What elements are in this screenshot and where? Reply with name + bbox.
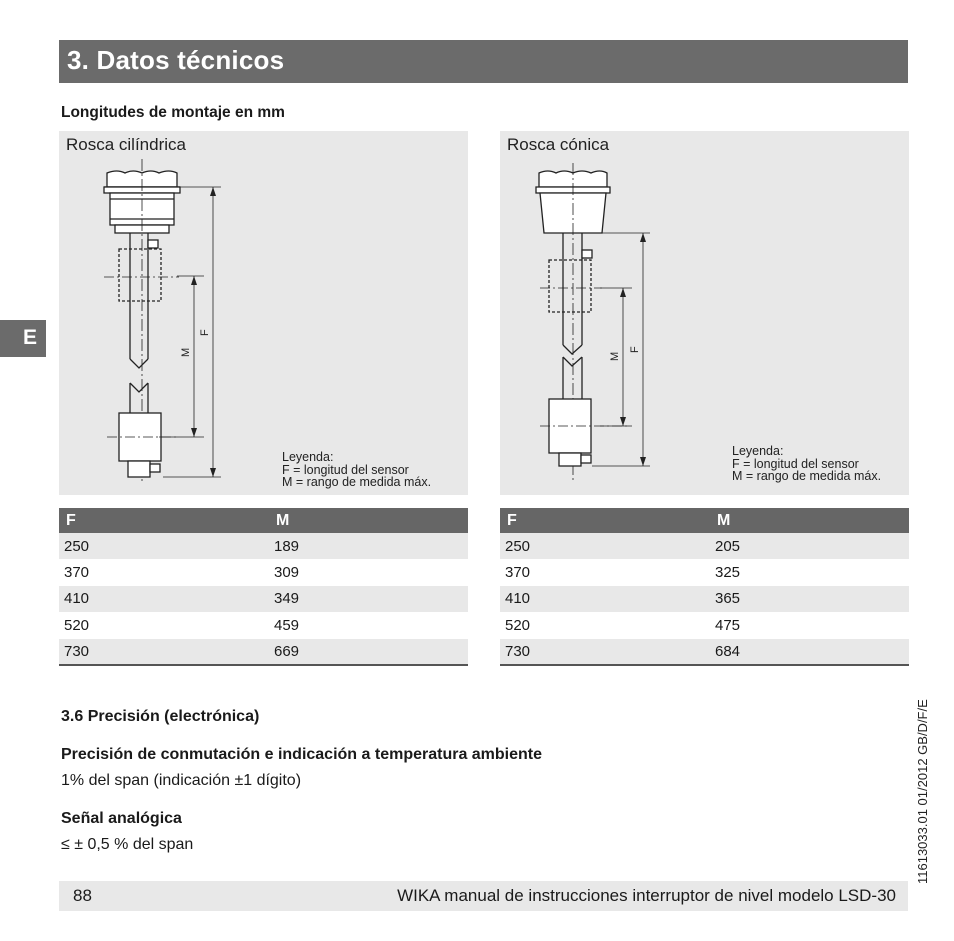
dimension-label-f: F bbox=[199, 329, 211, 336]
cell-m: 349 bbox=[269, 586, 468, 612]
legend bbox=[282, 451, 431, 489]
panel-title: Rosca cilíndrica bbox=[66, 135, 186, 154]
table-row bbox=[59, 639, 468, 665]
analog-signal-text: ≤ ± 0,5 % del span bbox=[61, 836, 194, 853]
table-header-row bbox=[59, 508, 468, 533]
language-tab-label: E bbox=[23, 326, 38, 349]
legend-item-m: M = rango de medida máx. bbox=[732, 469, 882, 483]
legend-item-m: M = rango de medida máx. bbox=[282, 475, 432, 489]
drawing-panel-cylindrical bbox=[59, 131, 468, 495]
accuracy-heading: Precisión de conmutación e indicación a temperatura ambiente bbox=[61, 746, 543, 763]
legend-title: Leyenda: bbox=[732, 444, 784, 458]
cell-m: 309 bbox=[274, 564, 300, 582]
dimension-label-m: M bbox=[180, 347, 192, 357]
page-number: 88 bbox=[73, 886, 92, 905]
cell-m: 325 bbox=[715, 564, 741, 582]
table-header-row bbox=[500, 508, 909, 533]
table-row bbox=[59, 533, 468, 559]
table-row bbox=[500, 586, 909, 612]
column-header-m: M bbox=[269, 508, 468, 533]
legend bbox=[732, 445, 881, 483]
cell-m: 365 bbox=[710, 586, 909, 612]
footer-text: WIKA manual de instrucciones interruptor de nivel modelo LSD-30 bbox=[397, 886, 896, 905]
table-row bbox=[59, 612, 468, 638]
page-title: 3. Datos técnicos bbox=[67, 45, 285, 75]
dimension-label-m: M bbox=[609, 351, 621, 361]
section-heading: 3.6 Precisión (electrónica) bbox=[61, 708, 260, 725]
cell-m: 189 bbox=[269, 533, 468, 559]
cell-f: 370 bbox=[505, 564, 531, 582]
table-row bbox=[59, 559, 468, 585]
table-row bbox=[500, 639, 909, 665]
cell-f: 730 bbox=[59, 639, 269, 665]
panel-title: Rosca cónica bbox=[507, 135, 610, 154]
cell-f: 250 bbox=[500, 533, 710, 559]
cell-m: 684 bbox=[710, 639, 909, 665]
column-header-f: F bbox=[500, 508, 710, 533]
legend-item-f: F = longitud del sensor bbox=[732, 456, 859, 471]
sensor-drawing-conical bbox=[500, 131, 909, 495]
column-header-f: F bbox=[59, 508, 269, 533]
cell-f: 730 bbox=[500, 639, 710, 665]
legend-item-f: F = longitud del sensor bbox=[282, 462, 409, 477]
cell-f: 520 bbox=[64, 616, 90, 634]
language-tab bbox=[0, 320, 46, 357]
dimensions-table-conical bbox=[500, 508, 909, 666]
dimensions-table-cylindrical bbox=[59, 508, 468, 666]
title-bar bbox=[59, 40, 908, 83]
cell-f: 410 bbox=[500, 586, 710, 612]
document-code: 11613033.01 01/2012 GB/D/F/E bbox=[915, 699, 930, 884]
cell-f: 520 bbox=[505, 616, 531, 634]
page-footer bbox=[59, 881, 908, 911]
dimension-label-f: F bbox=[629, 346, 641, 353]
sensor-drawing-cylindrical bbox=[59, 131, 468, 495]
table-row bbox=[500, 533, 909, 559]
table-row bbox=[500, 559, 909, 585]
cell-f: 370 bbox=[64, 564, 90, 582]
cell-m: 205 bbox=[710, 533, 909, 559]
cell-m: 459 bbox=[274, 616, 300, 634]
legend-title: Leyenda: bbox=[282, 450, 334, 464]
table-row bbox=[59, 586, 468, 612]
section-subtitle: Longitudes de montaje en mm bbox=[61, 104, 285, 121]
table-row bbox=[500, 612, 909, 638]
drawing-panel-conical bbox=[500, 131, 909, 495]
column-header-m: M bbox=[710, 508, 909, 533]
cell-f: 250 bbox=[59, 533, 269, 559]
cell-m: 669 bbox=[269, 639, 468, 665]
cell-f: 410 bbox=[59, 586, 269, 612]
cell-m: 475 bbox=[715, 616, 741, 634]
accuracy-text: 1% del span (indicación ±1 dígito) bbox=[61, 772, 302, 789]
analog-signal-heading: Señal analógica bbox=[61, 810, 182, 827]
